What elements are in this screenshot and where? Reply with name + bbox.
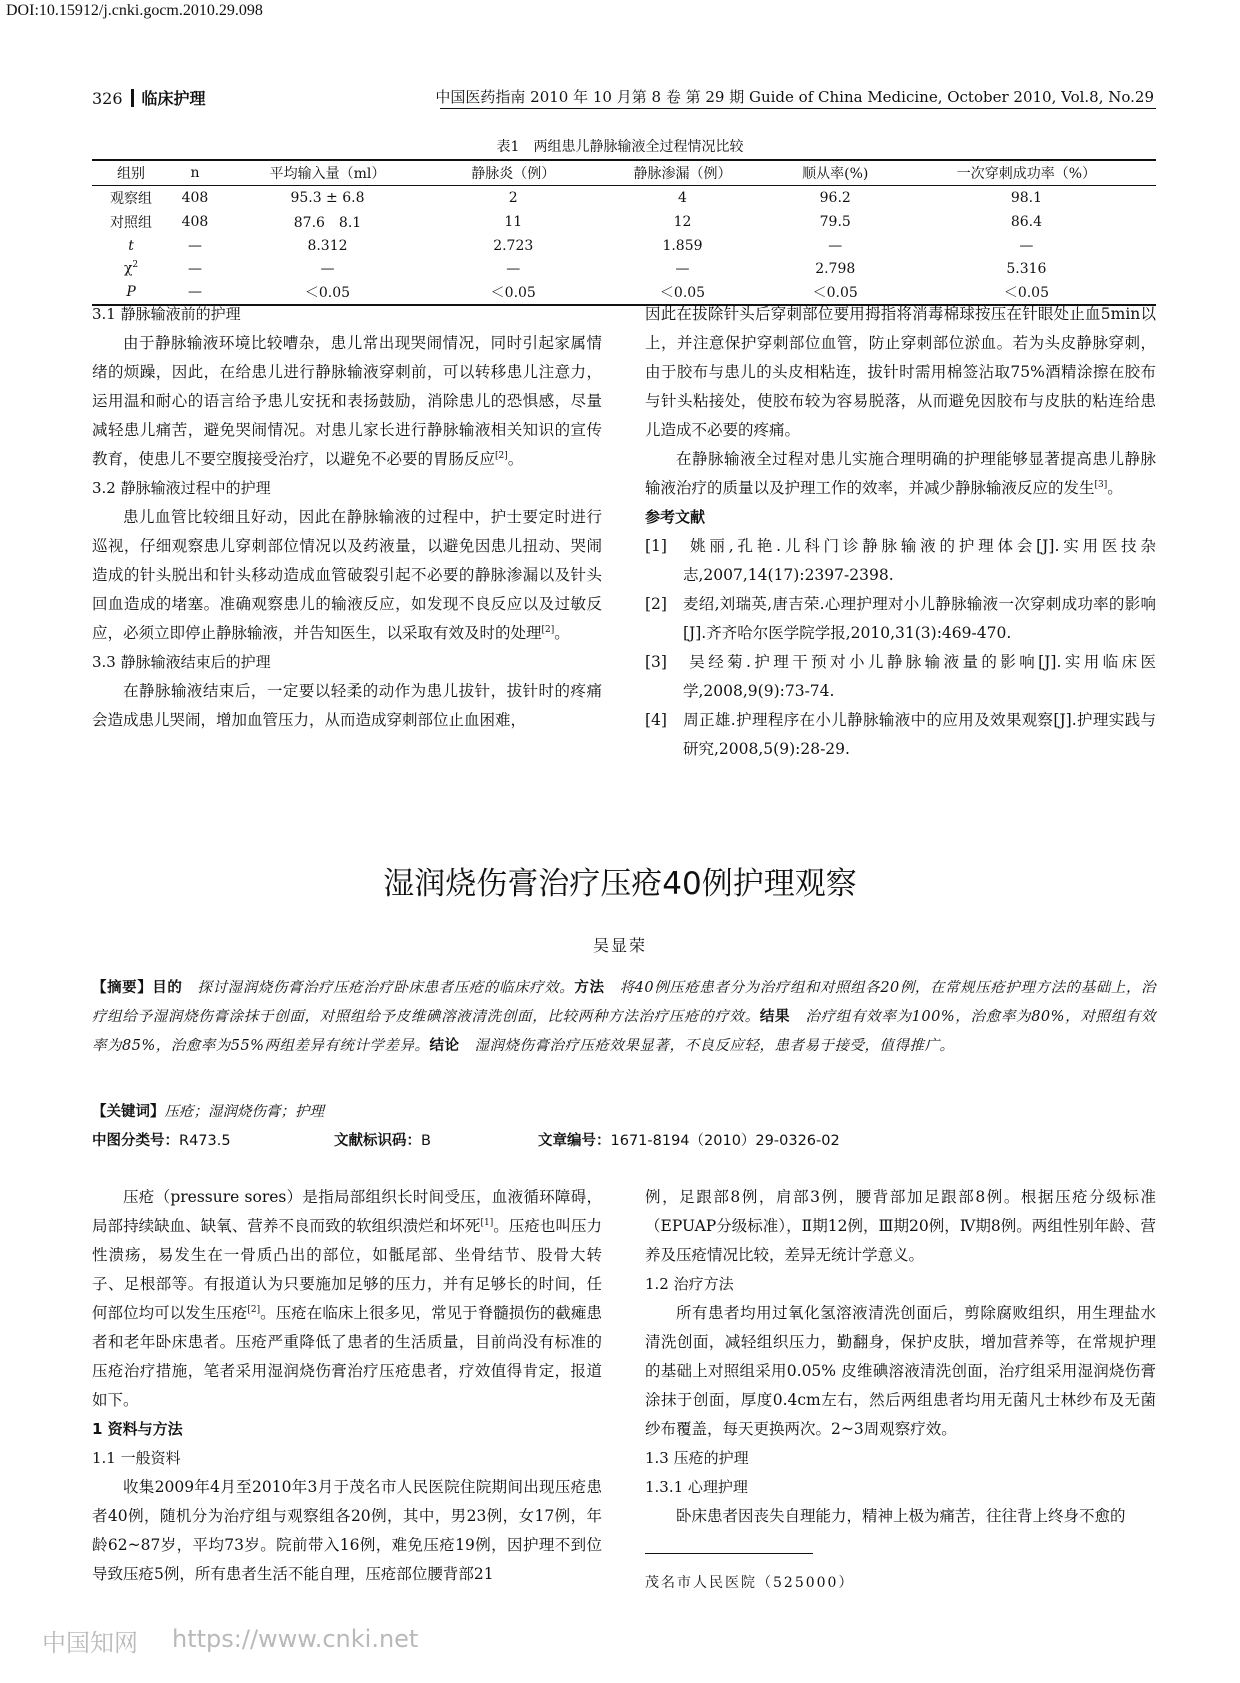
references-title: 参考文献: [645, 508, 706, 526]
article-title: 湿润烧伤膏治疗压疮40例护理观察: [383, 866, 857, 902]
paragraph: 收集2009年4月至2010年3月于茂名市人民医院住院期间出现压疮患者40例，随机分为治疗组与观察组各20例，其中，男23例，女17例，年龄62~87岁，平均73岁。院前带入16例，难免压疮19例，因护理不到位导致压疮5例，所有患者生活不能自理，压疮部位腰背部21: [92, 1478, 602, 1583]
footnote-rule: [645, 1553, 813, 1554]
citation: [2]: [247, 1304, 261, 1315]
paragraph: 卧床患者因丧失自理能力，精神上极为痛苦，往往背上终身不愈的: [676, 1507, 1126, 1525]
paragraph: 由于静脉输液环境比较嘈杂，患儿常出现哭闹情况，同时引起家属情绪的烦躁，因此，在给患儿进行静脉输液穿刺前，可以转移患儿注意力，运用温和耐心的语言给予患儿安抚和表扬鼓励，消除患儿的恐惧感，尽量减轻患儿痛苦，避免哭闹情况。对患儿家长进行静脉输液相关知识的宣传教育，使患儿不要空腹接受治疗，以避免不必要的胃肠反应[2]。: [92, 334, 602, 468]
table-cell: 11: [504, 214, 523, 230]
section-heading: 1.1 一般资料: [92, 1449, 181, 1467]
table-cell: —: [320, 260, 335, 277]
table-cell: ＜0.05: [591, 280, 773, 305]
citation: [2]: [495, 450, 508, 461]
classification-number: 中图分类号：R473.5: [92, 1133, 231, 1149]
journal-header: 中国医药指南 2010 年 10 月第 8 卷 第 29 期 Guide of China Medicine, October 2010, Vol.8, No.29: [435, 88, 1154, 106]
section-heading: 1.3.1 心理护理: [645, 1478, 748, 1496]
table-header-cell: 平均输入量（ml）: [220, 160, 435, 186]
table-cell: 95.3 ± 6.8: [290, 190, 365, 206]
abstract-key: 方法: [574, 980, 605, 996]
table-row: [92, 234, 1156, 257]
body-left-column: [92, 1183, 602, 1589]
table-cell: P: [92, 280, 170, 305]
abstract-key: 结果: [759, 1009, 791, 1025]
table-header-cell: 组别: [92, 160, 170, 186]
table-cell: —: [506, 260, 521, 277]
cnki-watermark-url: https://www.cnki.net: [172, 1625, 419, 1653]
comparison-table: [92, 159, 1156, 306]
table-cell: —: [170, 280, 220, 305]
table-cell: $\chi^2$: [123, 260, 139, 277]
section-heading: 1 资料与方法: [92, 1420, 183, 1438]
paragraph: 在静脉输液全过程对患儿实施合理明确的护理能够显著提高患儿静脉输液治疗的质量以及护理工作的效率，并减少静脉输液反应的发生[3]。: [645, 450, 1156, 497]
header-divider: [131, 89, 134, 107]
table-cell: ＜0.05: [774, 280, 897, 305]
abstract: 【摘要】目的 探讨湿润烧伤膏治疗压疮治疗卧床患者压疮的临床疗效。方法 将40例压疮患者分为治疗组和对照组各20例，在常规压疮护理方法的基础上，治疗组给予湿润烧伤膏涂抹于创面，对照组给予皮维碘溶液清洗创面，比较两种方法治疗压疮的疗效。结果 治疗组有效率为100%，治愈率为80%，对照组有效率为85%，治愈率为55%两组差异有统计学差异。结论 湿润烧伤膏治疗压疮效果显著，不良反应轻，患者易于接受，值得推广。: [92, 980, 1157, 1054]
author: 吴显荣: [592, 936, 647, 955]
table-cell: ＜0.05: [897, 280, 1156, 305]
table-cell: 5.316: [1006, 260, 1047, 277]
references-list: [645, 532, 1156, 764]
table-cell: —: [1019, 237, 1034, 254]
paragraph: 患儿血管比较细且好动，因此在静脉输液的过程中，护士要定时进行巡视，仔细观察患儿穿刺部位情况以及药液量，以避免因患儿扭动、哭闹造成的针头脱出和针头移动造成血管破裂引起不必要的静脉渗漏以及针头回血造成的堵塞。准确观察患儿的输液反应，如发现不良反应以及过敏反应，必须立即停止静脉输液，并告知医生，以采取有效及时的处理[2]。: [92, 508, 602, 642]
article-number: 文章编号：1671-8194（2010）29-0326-02: [538, 1133, 840, 1149]
abstract-key: 结论: [429, 1038, 460, 1054]
table-cell: 4: [678, 190, 687, 206]
section-heading: 3.1 静脉输液前的护理: [92, 305, 241, 323]
section-heading: 3.2 静脉输液过程中的护理: [92, 479, 271, 497]
citation: [1]: [480, 1217, 494, 1228]
table-cell: 408: [181, 190, 209, 206]
table-header-cell: 一次穿刺成功率（%）: [897, 160, 1156, 186]
table-cell: 1.859: [662, 237, 703, 254]
table-header-cell: 顺从率(%): [774, 160, 897, 186]
paragraph: 在静脉输液结束后，一定要以轻柔的动作为患儿拔针，拔针时的疼痛会造成患儿哭闹，增加血管压力，从而造成穿刺部位止血困难，: [92, 682, 602, 729]
paragraph: 因此在拔除针头后穿刺部位要用拇指将消毒棉球按压在针眼处止血5min以上，并注意保护穿刺部位血管，防止穿刺部位淤血。若为头皮静脉穿刺，由于胶布与患儿的头皮相粘连，拔针时需用棉签沾取75%酒精涂擦在胶布与针头粘接处，使胶布较为容易脱落，从而避免因胶布与皮肤的粘连给患儿造成不必要的疼痛。: [645, 305, 1156, 439]
body-right-column: [645, 1183, 1156, 1531]
abstract-label: 【摘要】: [92, 980, 153, 996]
top-right-column: [645, 300, 1156, 764]
table-header-cell: 静脉炎（例）: [435, 160, 591, 186]
table-cell: 96.2: [819, 190, 851, 206]
section-heading: 3.3 静脉输液结束后的护理: [92, 653, 271, 671]
table-cell: 98.1: [1010, 190, 1042, 206]
keywords-label: 【关键词】: [92, 1104, 165, 1120]
document-code: 文献标识码：B: [334, 1133, 431, 1149]
table-cell: —: [675, 260, 690, 277]
reference-item: [2] 麦绍,刘瑞英,唐吉荣.心理护理对小儿静脉输液一次穿刺成功率的影响[J].齐齐哈尔医学院学报,2010,31(3):469-470.: [645, 595, 1156, 642]
table-cell: 408: [181, 214, 209, 230]
table-cell: 86.4: [1010, 214, 1042, 230]
table-header-cell: 静脉渗漏（例）: [591, 160, 773, 186]
keywords: 【关键词】压疮；湿润烧伤膏；护理: [92, 1104, 324, 1120]
cnki-watermark-logo: 中国知网: [42, 1629, 138, 1657]
table-cell: 12: [673, 214, 692, 230]
table-cell: 8.312: [307, 237, 348, 254]
table-cell: —: [187, 237, 202, 254]
doi-line: DOI:10.15912/j.cnki.gocm.2010.29.098: [6, 2, 263, 19]
table-cell: —: [187, 260, 202, 277]
citation: [3]: [1094, 479, 1108, 490]
table-cell: 对照组: [110, 215, 153, 231]
table-row: [92, 210, 1156, 234]
table-cell: 2.723: [493, 237, 534, 254]
table-cell: 2: [508, 190, 518, 206]
page-number: 326: [92, 89, 123, 108]
paragraph: 压疮（pressure sores）是指局部组织长时间受压，血液循环障碍，局部持续缺血、缺氧、营养不良而致的软组织溃烂和坏死[1]。压疮也叫压力性溃疡，易发生在一骨质凸出的部位，如骶尾部、坐骨结节、股骨大转子、足根部等。有报道认为只要施加足够的压力，并有足够长的时间，任何部位均可以发生压疮[2]。压疮在临床上很多见，常见于脊髓损伤的截瘫患者和老年卧床患者。压疮严重降低了患者的生活质量，目前尚没有标准的压疮治疗措施，笔者采用湿润烧伤膏治疗压疮患者，疗效值得肯定，报道如下。: [92, 1188, 602, 1409]
table-cell: —: [828, 237, 843, 254]
table-header-cell: n: [170, 160, 220, 186]
table-cell: t: [128, 237, 134, 254]
table-row: [92, 186, 1156, 211]
table-caption: 表1 两组患儿静脉输液全过程情况比较: [496, 139, 744, 155]
table-cell: 87.6 8.1: [293, 215, 362, 231]
footnote-affiliation: 茂名市人民医院（525000）: [645, 1575, 855, 1591]
table-cell: ＜0.05: [220, 280, 435, 305]
section-heading: 1.2 治疗方法: [645, 1275, 734, 1293]
paragraph: 例，足跟部8例，肩部3例，腰背部加足跟部8例。根据压疮分级标准（EPUAP分级标准），Ⅱ期12例，Ⅲ期20例，Ⅳ期8例。两组性别年龄、营养及压疮情况比较，差异无统计学意义。: [645, 1188, 1156, 1264]
top-left-column: [92, 300, 602, 735]
table-cell: 观察组: [110, 191, 153, 207]
reference-item: [1] 姚丽,孔艳.儿科门诊静脉输液的护理体会[J].实用医技杂志,2007,14(17):2397-2398.: [645, 537, 1156, 584]
table-cell: ＜0.05: [435, 280, 591, 305]
header-rule: [440, 108, 1156, 109]
table-cell: 79.5: [819, 214, 851, 230]
section-name: 临床护理: [141, 89, 206, 108]
abstract-key: 目的: [152, 980, 183, 996]
table-cell: 2.798: [815, 260, 856, 277]
reference-item: [4] 周正雄.护理程序在小儿静脉输液中的应用及效果观察[J].护理实践与研究,2008,5(9):28-29.: [645, 711, 1156, 758]
reference-item: [3] 吴经菊.护理干预对小儿静脉输液量的影响[J].实用临床医学,2008,9(9):73-74.: [645, 653, 1156, 700]
table-row: [92, 257, 1156, 280]
section-heading: 1.3 压疮的护理: [645, 1449, 749, 1467]
citation: [2]: [541, 624, 555, 635]
paragraph: 所有患者均用过氧化氢溶液清洗创面后，剪除腐败组织，用生理盐水清洗创面，减轻组织压力，勤翻身，保护皮肤，增加营养等，在常规护理的基础上对照组采用0.05% 皮维碘溶液清洗创面，治疗组采用湿润烧伤膏涂抹于创面，厚度0.4cm左右，然后两组患者均用无菌凡士林纱布及无菌纱布覆盖，每天更换两次。2~3周观察疗效。: [645, 1304, 1156, 1438]
running-header-left: [92, 86, 206, 109]
